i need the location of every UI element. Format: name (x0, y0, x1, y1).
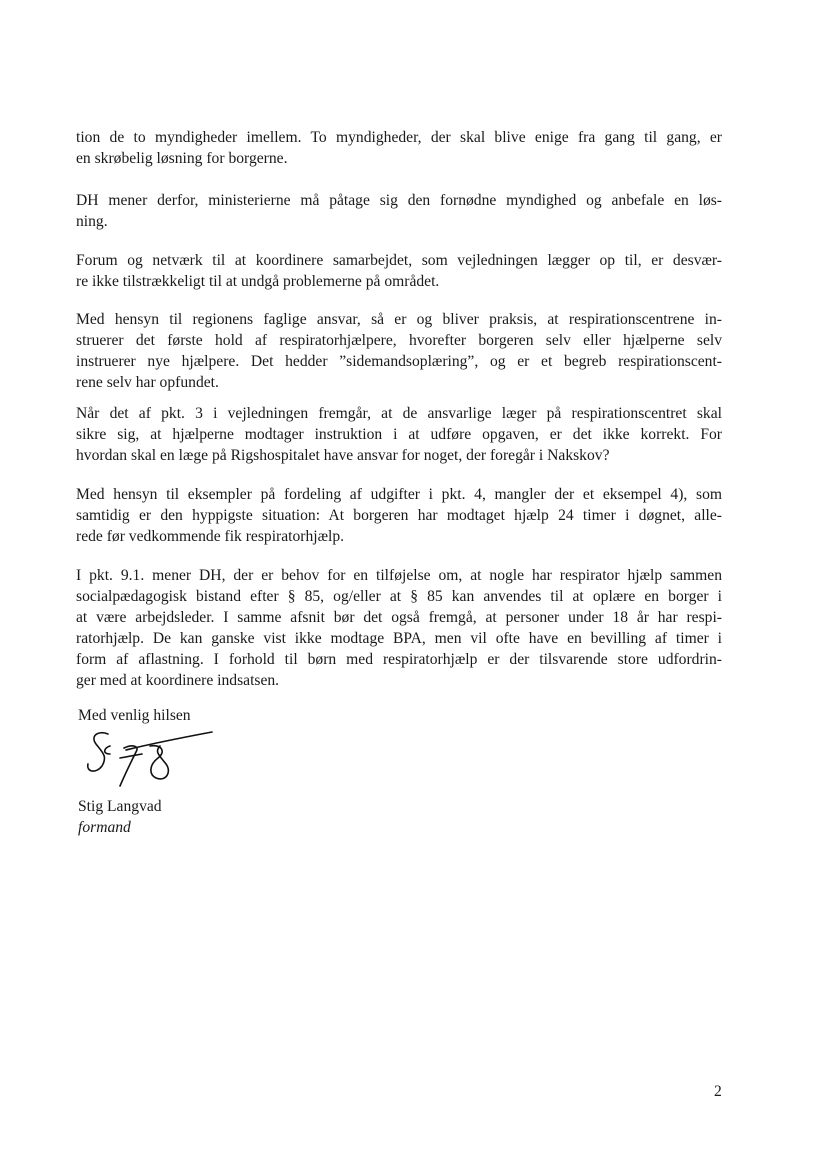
handwritten-signature-icon (80, 728, 220, 792)
text-line: sikre sig, at hjælperne modtager instruktion i at udføre opgaven, er det ikke korrekt. For (76, 426, 722, 443)
closing-greeting: Med venlig hilsen (78, 707, 191, 724)
signer-title: formand (78, 819, 131, 836)
text-line: re ikke tilstrækkeligt til at undgå problemerne på området. (76, 273, 440, 290)
text-line: rede før vedkommende fik respiratorhjælp. (76, 528, 345, 545)
paragraph-5 (76, 403, 722, 466)
text-line: Når det af pkt. 3 i vejledningen fremgår, at de ansvarlige læger på respirationscentret skal (76, 405, 722, 422)
page-number: 2 (714, 1083, 722, 1100)
text-line: DH mener derfor, ministerierne må påtage sig den fornødne myndighed og anbefale en løs- (76, 192, 722, 209)
text-line: ning. (76, 213, 108, 230)
text-line: ger med at koordinere indsatsen. (76, 672, 280, 689)
text-line: socialpædagogisk bistand efter § 85, og/eller at § 85 kan anvendes til at oplære en borger i (76, 588, 722, 605)
text-line: rene selv har opfundet. (76, 374, 219, 391)
text-line: struerer det første hold af respiratorhjælpere, hvorefter borgeren selv eller hjælperne selv (76, 332, 722, 349)
paragraph-1 (76, 127, 722, 169)
text-line: at være arbejdsleder. I samme afsnit bør det også fremgå, at personer under 18 år har respi- (76, 609, 722, 626)
text-line: Forum og netværk til at koordinere samarbejdet, som vejledningen lægger op til, er desvær- (76, 252, 722, 269)
paragraph-6 (76, 484, 722, 547)
paragraph-3 (76, 250, 722, 292)
text-line: form af aflastning. I forhold til børn med respiratorhjælp er der tilsvarende store udfordrin- (76, 651, 722, 668)
text-line: ratorhjælp. De kan ganske vist ikke modtage BPA, men vil ofte have en bevilling af timer i (76, 630, 722, 647)
paragraph-2 (76, 190, 722, 232)
text-line: en skrøbelig løsning for borgerne. (76, 150, 288, 167)
paragraph-4 (76, 309, 722, 393)
text-line: I pkt. 9.1. mener DH, der er behov for en tilføjelse om, at nogle har respirator hjælp sammen (76, 567, 722, 584)
text-line: instruerer nye hjælpere. Det hedder ”sidemandsoplæring”, og er et begreb respirationscent- (76, 353, 722, 370)
text-line: tion de to myndigheder imellem. To myndigheder, der skal blive enige fra gang til gang, er (76, 129, 722, 146)
text-line: Med hensyn til eksempler på fordeling af udgifter i pkt. 4, mangler der et eksempel 4), som (76, 486, 722, 503)
text-line: hvordan skal en læge på Rigshospitalet have ansvar for noget, der foregår i Nakskov? (76, 447, 610, 464)
paragraph-7 (76, 565, 722, 691)
signer-name: Stig Langvad (78, 798, 162, 815)
text-line: Med hensyn til regionens faglige ansvar, så er og bliver praksis, at respirationscentrene in- (76, 311, 722, 328)
text-line: samtidig er den hyppigste situation: At borgeren har modtaget hjælp 24 timer i døgnet, alle- (76, 507, 722, 524)
